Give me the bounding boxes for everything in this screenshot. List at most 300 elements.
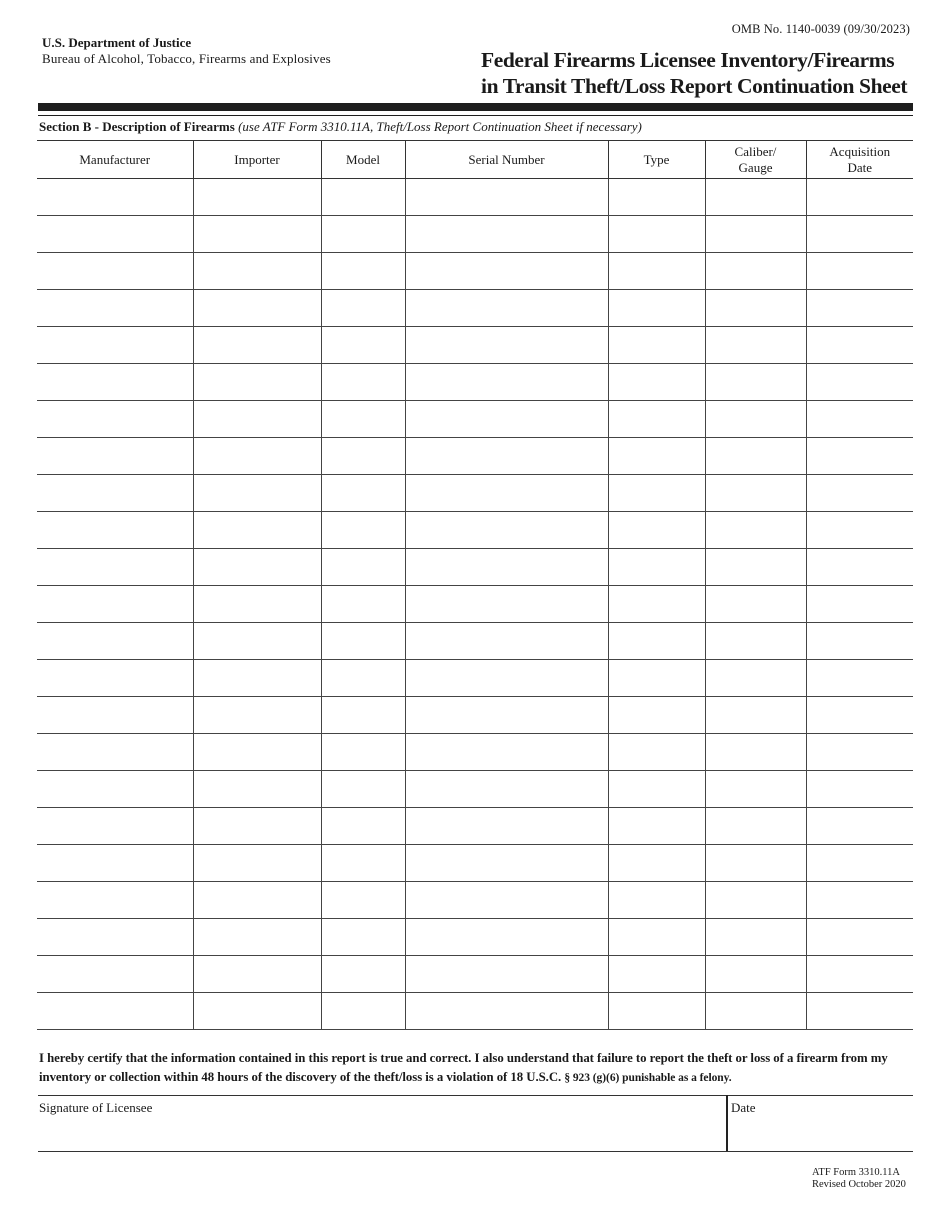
- table-cell-input[interactable]: [194, 253, 321, 289]
- table-cell-input[interactable]: [609, 882, 705, 918]
- table-cell: [705, 512, 806, 549]
- column-header-label: Gauge: [738, 159, 773, 175]
- table-cell-input[interactable]: [194, 697, 321, 733]
- table-cell-input[interactable]: [807, 438, 914, 474]
- table-cell-input[interactable]: [37, 623, 193, 659]
- table-cell: [405, 956, 608, 993]
- table-cell: [405, 697, 608, 734]
- form-title-line-1: Federal Firearms Licensee Inventory/Firearms: [481, 48, 895, 72]
- table-cell: [608, 549, 705, 586]
- table-cell-input[interactable]: [37, 808, 193, 844]
- table-cell-input[interactable]: [706, 401, 806, 437]
- table-cell-input[interactable]: [322, 253, 405, 289]
- table-cell: [193, 327, 321, 364]
- table-cell-input[interactable]: [807, 401, 914, 437]
- table-cell-input[interactable]: [322, 845, 405, 881]
- table-cell-input[interactable]: [406, 438, 608, 474]
- table-cell: [806, 882, 913, 919]
- table-cell-input[interactable]: [194, 919, 321, 955]
- column-header: [193, 141, 321, 179]
- table-cell-input[interactable]: [322, 216, 405, 252]
- header-thick-rule: [38, 103, 913, 111]
- table-cell: [193, 549, 321, 586]
- table-cell: [37, 438, 193, 475]
- table-cell-input[interactable]: [322, 438, 405, 474]
- table-cell-input[interactable]: [706, 364, 806, 400]
- table-cell: [321, 216, 405, 253]
- table-cell-input[interactable]: [194, 364, 321, 400]
- table-cell: [608, 290, 705, 327]
- table-cell-input[interactable]: [322, 364, 405, 400]
- table-cell: [37, 623, 193, 660]
- table-cell-input[interactable]: [322, 623, 405, 659]
- table-cell-input[interactable]: [609, 993, 705, 1029]
- table-cell: [608, 660, 705, 697]
- table-cell-input[interactable]: [37, 734, 193, 770]
- form-title: [481, 47, 907, 99]
- table-cell-input[interactable]: [807, 475, 914, 511]
- table-row: [37, 623, 913, 660]
- table-cell-input[interactable]: [322, 586, 405, 622]
- table-cell: [321, 586, 405, 623]
- table-cell-input[interactable]: [807, 179, 914, 215]
- table-cell-input[interactable]: [194, 549, 321, 585]
- table-row: [37, 919, 913, 956]
- table-cell: [193, 697, 321, 734]
- table-cell: [608, 179, 705, 216]
- table-cell-input[interactable]: [37, 364, 193, 400]
- table-cell: [193, 216, 321, 253]
- table-cell-input[interactable]: [807, 660, 914, 696]
- table-cell: [405, 734, 608, 771]
- table-cell: [806, 475, 913, 512]
- table-cell-input[interactable]: [807, 771, 914, 807]
- table-cell: [193, 401, 321, 438]
- table-cell: [608, 327, 705, 364]
- column-header-label: Model: [346, 151, 380, 167]
- table-cell-input[interactable]: [706, 771, 806, 807]
- table-cell-input[interactable]: [194, 956, 321, 992]
- table-cell: [608, 438, 705, 475]
- table-cell-input[interactable]: [194, 845, 321, 881]
- table-cell-input[interactable]: [322, 475, 405, 511]
- table-cell-input[interactable]: [807, 845, 914, 881]
- table-cell: [705, 697, 806, 734]
- table-cell-input[interactable]: [406, 808, 608, 844]
- table-cell: [806, 438, 913, 475]
- table-cell-input[interactable]: [706, 697, 806, 733]
- table-cell-input[interactable]: [807, 327, 914, 363]
- table-cell-input[interactable]: [406, 919, 608, 955]
- table-cell-input[interactable]: [37, 919, 193, 955]
- table-cell: [321, 845, 405, 882]
- table-cell-input[interactable]: [706, 216, 806, 252]
- table-cell-input[interactable]: [194, 475, 321, 511]
- table-cell-input[interactable]: [406, 660, 608, 696]
- table-cell-input[interactable]: [194, 216, 321, 252]
- table-cell: [37, 512, 193, 549]
- table-cell: [806, 364, 913, 401]
- table-cell: [705, 364, 806, 401]
- table-cell: [405, 808, 608, 845]
- table-cell-input[interactable]: [807, 993, 914, 1029]
- table-cell-input[interactable]: [194, 808, 321, 844]
- table-cell: [705, 549, 806, 586]
- table-cell-input[interactable]: [406, 771, 608, 807]
- table-cell-input[interactable]: [194, 734, 321, 770]
- table-cell: [321, 549, 405, 586]
- table-cell-input[interactable]: [322, 771, 405, 807]
- table-cell: [705, 771, 806, 808]
- table-cell-input[interactable]: [322, 734, 405, 770]
- table-cell-input[interactable]: [37, 290, 193, 326]
- table-cell: [608, 475, 705, 512]
- table-cell-input[interactable]: [609, 956, 705, 992]
- table-cell-input[interactable]: [609, 734, 705, 770]
- table-cell-input[interactable]: [406, 364, 608, 400]
- table-cell: [321, 882, 405, 919]
- signature-date-divider: [726, 1095, 728, 1152]
- table-cell-input[interactable]: [609, 771, 705, 807]
- table-cell: [37, 845, 193, 882]
- table-cell-input[interactable]: [194, 771, 321, 807]
- column-header: [37, 141, 193, 179]
- table-cell: [705, 327, 806, 364]
- table-cell-input[interactable]: [807, 919, 914, 955]
- table-cell-input[interactable]: [37, 586, 193, 622]
- table-row: [37, 697, 913, 734]
- table-cell: [705, 808, 806, 845]
- table-cell: [806, 290, 913, 327]
- table-cell: [405, 623, 608, 660]
- table-cell-input[interactable]: [706, 956, 806, 992]
- table-cell-input[interactable]: [706, 586, 806, 622]
- table-cell-input[interactable]: [807, 253, 914, 289]
- form-revision: Revised October 2020: [812, 1179, 906, 1190]
- table-cell-input[interactable]: [706, 882, 806, 918]
- table-cell: [193, 882, 321, 919]
- table-cell-input[interactable]: [807, 808, 914, 844]
- table-cell-input[interactable]: [609, 179, 705, 215]
- department-name: U.S. Department of Justice: [42, 35, 192, 50]
- table-cell-input[interactable]: [807, 549, 914, 585]
- table-row: [37, 808, 913, 845]
- table-cell: [321, 438, 405, 475]
- table-cell-input[interactable]: [807, 364, 914, 400]
- table-row: [37, 364, 913, 401]
- table-cell-input[interactable]: [807, 216, 914, 252]
- table-cell-input[interactable]: [37, 771, 193, 807]
- table-cell: [321, 697, 405, 734]
- table-cell-input[interactable]: [807, 882, 914, 918]
- table-cell: [806, 401, 913, 438]
- table-row: [37, 179, 913, 216]
- table-cell: [608, 401, 705, 438]
- table-cell: [705, 475, 806, 512]
- table-cell-input[interactable]: [706, 919, 806, 955]
- table-cell: [37, 956, 193, 993]
- table-cell-input[interactable]: [37, 253, 193, 289]
- table-cell-input[interactable]: [322, 882, 405, 918]
- table-cell-input[interactable]: [322, 808, 405, 844]
- table-cell-input[interactable]: [706, 734, 806, 770]
- table-cell-input[interactable]: [194, 882, 321, 918]
- table-cell: [705, 179, 806, 216]
- table-cell: [405, 179, 608, 216]
- table-cell-input[interactable]: [609, 475, 705, 511]
- table-cell: [193, 808, 321, 845]
- table-cell-input[interactable]: [706, 475, 806, 511]
- table-cell-input[interactable]: [706, 845, 806, 881]
- table-cell: [193, 734, 321, 771]
- table-cell: [608, 956, 705, 993]
- column-header: [705, 141, 806, 179]
- table-cell-input[interactable]: [406, 549, 608, 585]
- table-cell: [321, 253, 405, 290]
- form-title-line-2: in Transit Theft/Loss Report Continuation Sheet: [481, 74, 908, 98]
- table-cell-input[interactable]: [609, 253, 705, 289]
- table-cell-input[interactable]: [37, 475, 193, 511]
- table-cell: [608, 364, 705, 401]
- table-cell-input[interactable]: [194, 401, 321, 437]
- table-cell: [608, 993, 705, 1030]
- table-cell-input[interactable]: [609, 512, 705, 548]
- table-cell-input[interactable]: [706, 253, 806, 289]
- table-cell: [193, 438, 321, 475]
- table-cell-input[interactable]: [322, 919, 405, 955]
- table-cell: [705, 290, 806, 327]
- table-cell: [321, 808, 405, 845]
- table-cell-input[interactable]: [706, 290, 806, 326]
- table-cell-input[interactable]: [194, 586, 321, 622]
- table-row: [37, 993, 913, 1030]
- table-cell: [405, 327, 608, 364]
- table-cell: [37, 993, 193, 1030]
- table-cell: [37, 808, 193, 845]
- table-cell-input[interactable]: [406, 253, 608, 289]
- table-cell: [608, 512, 705, 549]
- table-cell: [193, 512, 321, 549]
- table-cell-input[interactable]: [406, 882, 608, 918]
- table-cell-input[interactable]: [807, 290, 914, 326]
- table-cell-input[interactable]: [406, 956, 608, 992]
- column-header: [608, 141, 705, 179]
- table-cell-input[interactable]: [609, 401, 705, 437]
- table-cell-input[interactable]: [406, 697, 608, 733]
- table-cell: [405, 919, 608, 956]
- table-cell-input[interactable]: [706, 549, 806, 585]
- table-cell-input[interactable]: [609, 623, 705, 659]
- table-cell-input[interactable]: [37, 401, 193, 437]
- table-cell: [193, 660, 321, 697]
- table-cell-input[interactable]: [322, 512, 405, 548]
- table-cell: [321, 512, 405, 549]
- table-cell-input[interactable]: [609, 290, 705, 326]
- table-cell-input[interactable]: [807, 697, 914, 733]
- table-cell-input[interactable]: [406, 401, 608, 437]
- table-cell-input[interactable]: [807, 586, 914, 622]
- table-row: [37, 771, 913, 808]
- table-cell-input[interactable]: [609, 919, 705, 955]
- table-cell-input[interactable]: [706, 512, 806, 548]
- table-cell-input[interactable]: [406, 623, 608, 659]
- table-cell-input[interactable]: [406, 475, 608, 511]
- table-cell: [37, 364, 193, 401]
- table-cell: [705, 956, 806, 993]
- table-cell-input[interactable]: [37, 882, 193, 918]
- table-cell-input[interactable]: [406, 993, 608, 1029]
- table-cell: [193, 364, 321, 401]
- table-cell-input[interactable]: [194, 623, 321, 659]
- table-row: [37, 253, 913, 290]
- table-cell: [806, 216, 913, 253]
- table-cell: [37, 660, 193, 697]
- table-cell: [705, 919, 806, 956]
- table-cell-input[interactable]: [37, 845, 193, 881]
- table-cell-input[interactable]: [609, 549, 705, 585]
- table-cell-input[interactable]: [706, 179, 806, 215]
- table-cell: [405, 401, 608, 438]
- table-cell: [37, 327, 193, 364]
- table-cell-input[interactable]: [322, 697, 405, 733]
- table-cell-input[interactable]: [609, 697, 705, 733]
- table-cell-input[interactable]: [807, 734, 914, 770]
- table-cell: [321, 734, 405, 771]
- table-cell-input[interactable]: [406, 216, 608, 252]
- column-header-label: Serial Number: [468, 151, 545, 167]
- table-cell: [321, 327, 405, 364]
- table-cell-input[interactable]: [322, 179, 405, 215]
- table-cell-input[interactable]: [37, 993, 193, 1029]
- table-cell-input[interactable]: [609, 660, 705, 696]
- table-cell: [705, 882, 806, 919]
- table-cell-input[interactable]: [322, 660, 405, 696]
- table-cell: [405, 438, 608, 475]
- table-cell-input[interactable]: [609, 808, 705, 844]
- table-cell: [37, 216, 193, 253]
- column-header-label: Type: [643, 151, 670, 167]
- table-cell-input[interactable]: [609, 845, 705, 881]
- table-cell-input[interactable]: [194, 438, 321, 474]
- table-cell-input[interactable]: [807, 512, 914, 548]
- table-cell-input[interactable]: [406, 179, 608, 215]
- table-cell: [806, 253, 913, 290]
- table-cell: [806, 956, 913, 993]
- table-cell-input[interactable]: [37, 216, 193, 252]
- table-cell: [193, 956, 321, 993]
- table-cell-input[interactable]: [706, 327, 806, 363]
- table-cell: [37, 475, 193, 512]
- table-cell: [806, 734, 913, 771]
- table-cell-input[interactable]: [322, 401, 405, 437]
- table-cell-input[interactable]: [406, 845, 608, 881]
- table-cell: [321, 919, 405, 956]
- table-cell-input[interactable]: [194, 512, 321, 548]
- table-cell-input[interactable]: [194, 993, 321, 1029]
- column-header: [405, 141, 608, 179]
- table-cell-input[interactable]: [322, 549, 405, 585]
- table-cell: [193, 586, 321, 623]
- header-thin-rule: [38, 115, 913, 116]
- table-cell: [321, 993, 405, 1030]
- table-cell: [193, 845, 321, 882]
- table-cell-input[interactable]: [706, 438, 806, 474]
- table-row: [37, 327, 913, 364]
- table-cell-input[interactable]: [37, 327, 193, 363]
- table-cell: [405, 512, 608, 549]
- signature-of-licensee-field[interactable]: [40, 1118, 720, 1146]
- table-cell-input[interactable]: [807, 623, 914, 659]
- table-row: [37, 660, 913, 697]
- table-cell-input[interactable]: [194, 327, 321, 363]
- table-cell: [405, 586, 608, 623]
- column-header: [806, 141, 913, 179]
- table-cell: [608, 253, 705, 290]
- table-cell: [705, 438, 806, 475]
- table-cell-input[interactable]: [406, 734, 608, 770]
- table-cell: [806, 327, 913, 364]
- table-cell-input[interactable]: [37, 179, 193, 215]
- table-cell-input[interactable]: [406, 290, 608, 326]
- table-cell-input[interactable]: [706, 993, 806, 1029]
- table-cell-input[interactable]: [37, 660, 193, 696]
- table-cell-input[interactable]: [37, 512, 193, 548]
- table-cell-input[interactable]: [37, 438, 193, 474]
- table-cell-input[interactable]: [706, 623, 806, 659]
- table-cell: [405, 253, 608, 290]
- table-cell-input[interactable]: [322, 327, 405, 363]
- table-cell: [321, 660, 405, 697]
- table-cell-input[interactable]: [406, 586, 608, 622]
- table-cell-input[interactable]: [406, 512, 608, 548]
- table-cell-input[interactable]: [609, 327, 705, 363]
- table-cell: [806, 660, 913, 697]
- signature-top-rule: [38, 1095, 913, 1096]
- certification-citation: § 923 (g)(6) punishable as a felony.: [564, 1072, 732, 1084]
- date-label: Date: [731, 1100, 756, 1115]
- table-cell-input[interactable]: [194, 290, 321, 326]
- table-cell: [608, 845, 705, 882]
- table-cell-input[interactable]: [37, 956, 193, 992]
- table-cell-input[interactable]: [706, 660, 806, 696]
- table-cell-input[interactable]: [406, 327, 608, 363]
- table-cell-input[interactable]: [609, 216, 705, 252]
- table-cell-input[interactable]: [322, 956, 405, 992]
- form-footer: [812, 1167, 906, 1191]
- table-cell-input[interactable]: [37, 549, 193, 585]
- table-cell: [608, 919, 705, 956]
- table-cell: [37, 401, 193, 438]
- table-cell-input[interactable]: [609, 364, 705, 400]
- table-cell-input[interactable]: [322, 993, 405, 1029]
- date-field[interactable]: [731, 1118, 909, 1146]
- table-cell-input[interactable]: [194, 179, 321, 215]
- table-cell: [405, 882, 608, 919]
- table-cell-input[interactable]: [322, 290, 405, 326]
- table-cell-input[interactable]: [609, 586, 705, 622]
- certification-text: I hereby certify that the information contained in this report is true and correct. I also understand that failure to report the theft or loss of a firearm from my inventory or collection within 48 hours of the discovery of the theft/loss is a violation of 18 U.S.C.: [39, 1051, 888, 1084]
- table-cell: [806, 808, 913, 845]
- table-cell-input[interactable]: [609, 438, 705, 474]
- table-row: [37, 290, 913, 327]
- table-cell: [193, 993, 321, 1030]
- table-cell: [608, 216, 705, 253]
- table-cell-input[interactable]: [706, 808, 806, 844]
- table-cell-input[interactable]: [807, 956, 914, 992]
- table-cell-input[interactable]: [37, 697, 193, 733]
- table-cell-input[interactable]: [194, 660, 321, 696]
- table-cell: [806, 179, 913, 216]
